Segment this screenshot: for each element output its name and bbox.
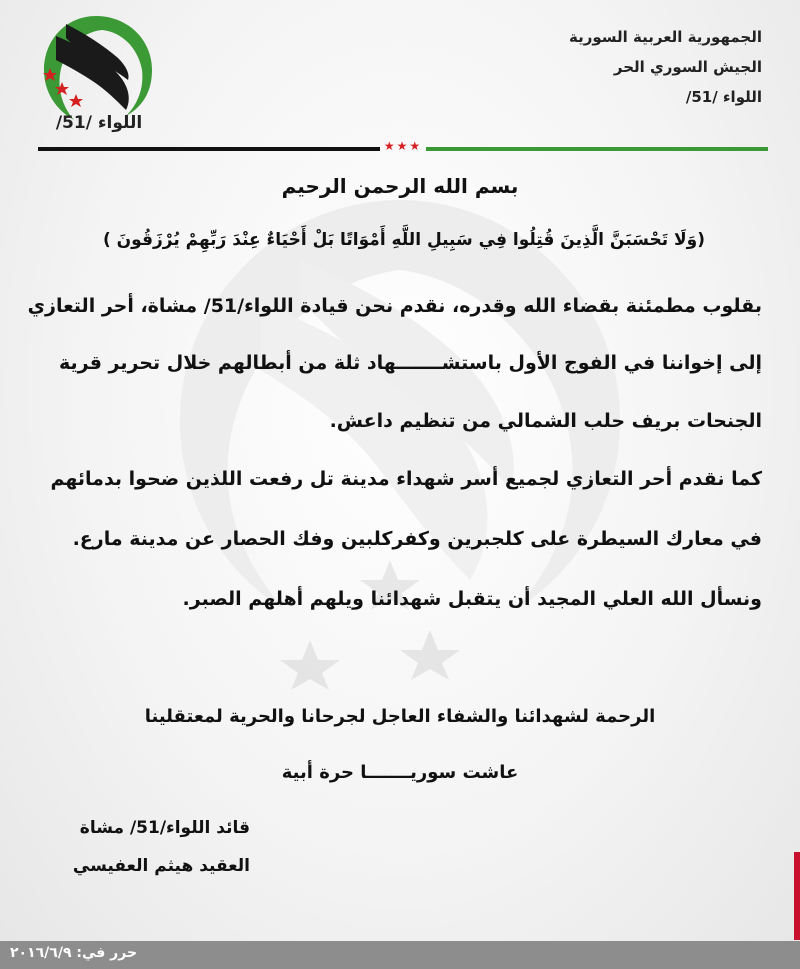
signature-name: العقيد هيثم العفيسي [72,856,250,876]
logo-caption: اللواء /51/ [55,113,143,133]
paragraph-line-3: الجنحات بريف حلب الشمالي من تنظيم داعش. [329,410,762,432]
signature-title: قائد اللواء/51/ مشاة [79,818,250,838]
paragraph-line-5: في معارك السيطرة على كلجبرين وكفركلبين وفك الحصار عن مدينة مارع. [72,528,762,550]
red-accent-bar [794,852,800,940]
bismillah: بسم الله الرحمن الرحيم [281,174,519,198]
quran-verse: (وَلَا تَحْسَبَنَّ الَّذِينَ قُتِلُوا فِي سَبِيلِ اللَّهِ أَمْوَاتًا بَلْ أَحْيَاءٌ عِنْدَ رَبِّهِمْ يُرْزَقُونَ ) [102,230,706,250]
header-text-block [462,22,762,112]
divider-stars: ★★★ [383,139,423,153]
header-brigade: اللواء /51/ [685,88,762,106]
footer-bar [0,941,800,969]
header-army: الجيش السوري الحر [613,58,762,76]
header-country: الجمهورية العربية السورية [569,28,762,46]
paragraph-line-4: كما نقدم أحر التعازي لجميع أسر شهداء مدينة تل رفعت اللذين ضحوا بدمائهم [50,468,762,490]
closing-slogan: الرحمة لشهدائنا والشفاء العاجل لجرحانا والحرية لمعتقلينا [144,706,656,727]
paragraph-line-2: إلى إخواننا في الفوج الأول باستشـــــــهاد ثلة من أبطالهم خلال تحرير قرية [58,352,762,374]
divider-green [426,147,768,151]
footer-date: حرر في: ٢٠١٦/٦/٩ [10,945,138,961]
header-divider [38,139,768,153]
paragraph-line-6: ونسأل الله العلي المجيد أن يتقبل شهدائنا ويلهم أهلهم الصبر. [182,588,762,610]
divider-black [38,147,380,151]
paragraph-line-1: بقلوب مطمئنة بقضاء الله وقدره، نقدم نحن قيادة اللواء/51/ مشاة، أحر التعازي [27,295,762,317]
long-live-slogan: عاشت سوريـــــــا حرة أبية [281,762,519,783]
